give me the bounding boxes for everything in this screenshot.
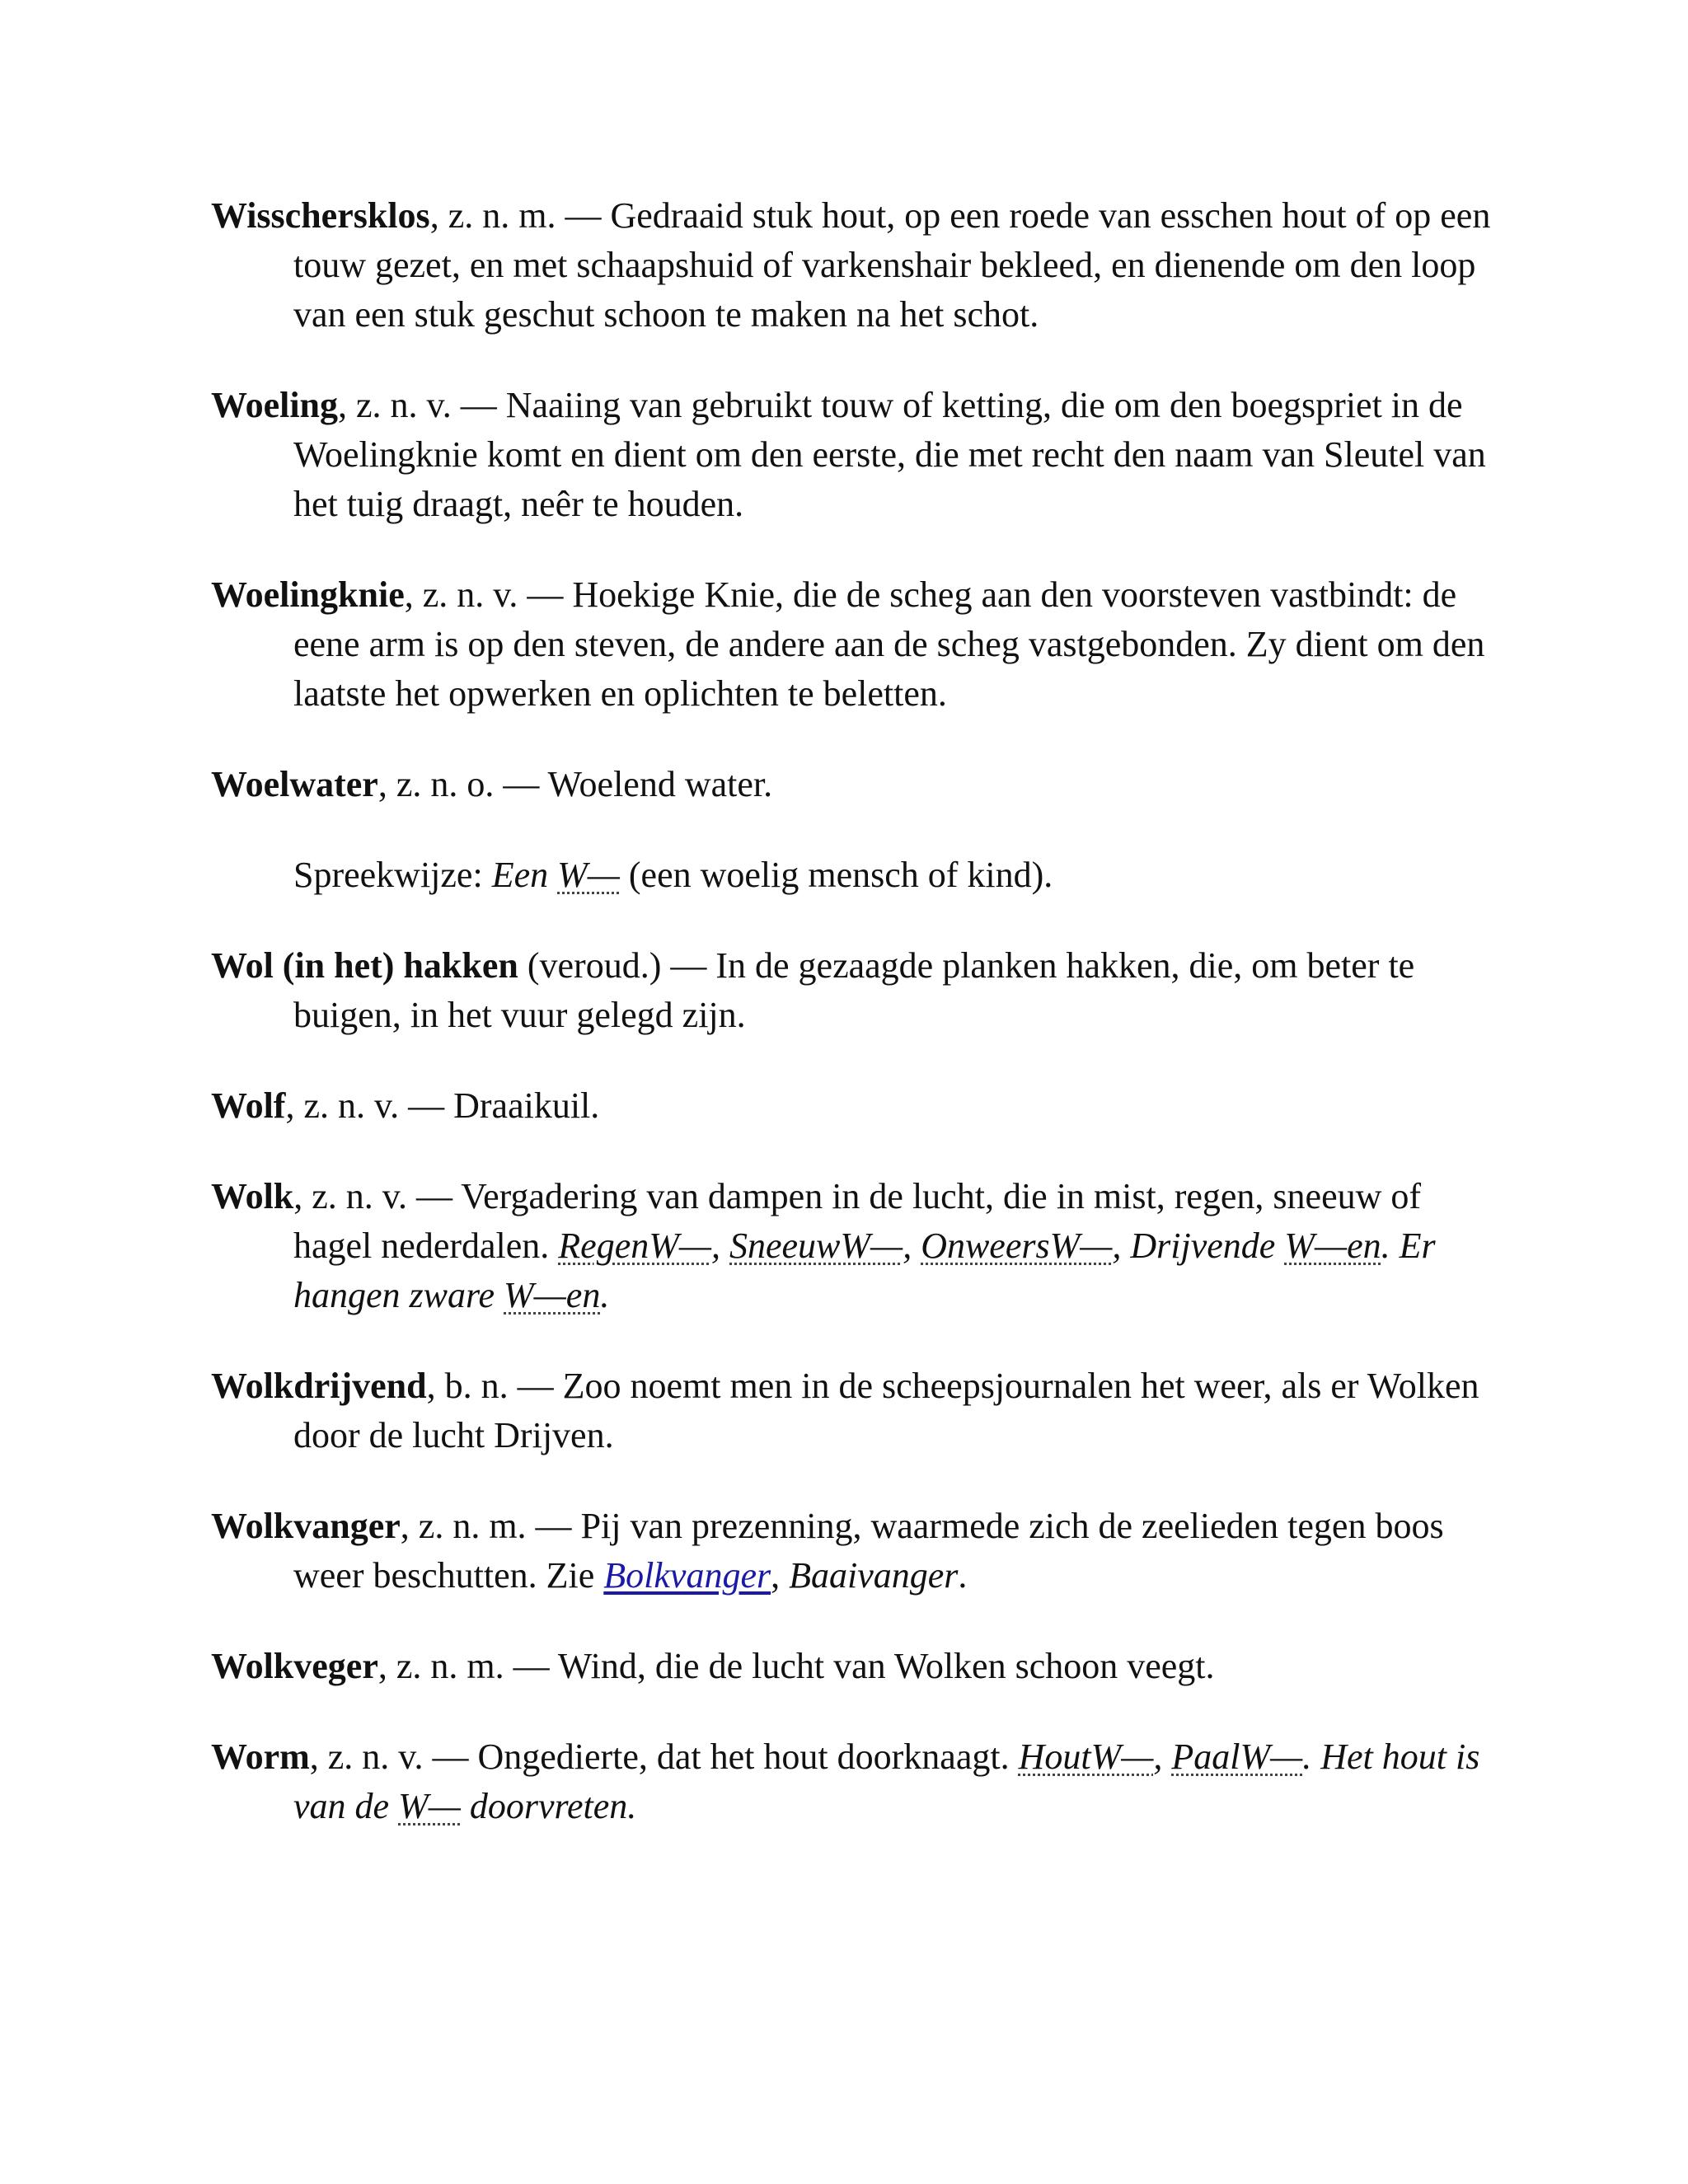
entry-wolkvanger	[211, 1502, 1497, 1601]
entry-wolk	[211, 1172, 1497, 1320]
definition: Naaiing van gebruikt touw of ketting, die om den boegspriet in de Woelingknie komt en dient om den eerste, die met recht den naam van Sleutel van het tuig draagt, neêr te houden.	[293, 385, 1486, 524]
grammar-info: , z. n. v. —	[338, 385, 506, 425]
entry-wolkdrijvend	[211, 1361, 1497, 1460]
headword: Wolkveger	[211, 1646, 378, 1686]
headword: Wolkvanger	[211, 1506, 401, 1546]
entry-woelwater	[211, 760, 1497, 809]
grammar-info: , z. n. v. —	[404, 574, 573, 615]
grammar-info: , z. n. v. —	[285, 1085, 454, 1126]
headword: Wolk	[211, 1176, 294, 1216]
headword: Wisschersklos	[211, 195, 430, 236]
definition: In de gezaagde planken hakken, die, om beter te buigen, in het vuur gelegd zijn.	[293, 945, 1415, 1035]
example-term: SneeuwW—	[729, 1226, 903, 1266]
definition: Woelend water.	[547, 764, 773, 804]
headword: Worm	[211, 1736, 310, 1777]
period: .	[958, 1555, 968, 1596]
entry-wisschersklos	[211, 191, 1497, 340]
example-text: doorvreten.	[460, 1786, 637, 1826]
example-term: OnweersW—	[921, 1226, 1113, 1266]
separator: .	[1302, 1736, 1312, 1777]
separator: ,	[711, 1226, 729, 1266]
entry-wolf	[211, 1081, 1497, 1131]
grammar-info: , z. n. m. —	[377, 1646, 558, 1686]
definition: Hoekige Knie, die de scheg aan den voorsteven vastbindt: de eene arm is op den steven, de andere aan de scheg vastgebonden. Zy dient om den laatste het opwerken en oplichten te beletten.	[293, 574, 1485, 714]
entry-woeling	[211, 381, 1497, 529]
example-text: .	[600, 1275, 610, 1315]
abbreviation: W—	[557, 855, 620, 895]
definition: Vergadering van dampen in de lucht, die in mist, regen, sneeuw of hagel nederdalen.	[293, 1176, 1422, 1266]
grammar-info: , z. n. o. —	[377, 764, 548, 804]
example-text: . Er hangen zware	[293, 1226, 1436, 1315]
definition: Pij van prezenning, waarmede zich de zeelieden tegen boos weer beschutten. Zie	[293, 1506, 1444, 1596]
entry-wolkveger	[211, 1642, 1497, 1691]
saying-label: Spreekwijze:	[293, 855, 492, 895]
see-also-term: Baaivanger	[789, 1555, 959, 1596]
example-term: W—en	[1284, 1226, 1381, 1266]
separator: ,	[1153, 1736, 1172, 1777]
entry-wol-hakken	[211, 941, 1497, 1040]
definition: Draaikuil.	[453, 1085, 600, 1126]
separator: ,	[903, 1226, 921, 1266]
example-term: W—en	[504, 1275, 601, 1315]
grammar-info: , z. n. v. —	[293, 1176, 462, 1216]
headword: Woelingknie	[211, 574, 405, 615]
example-text: Het hout is van de	[293, 1736, 1480, 1826]
separator: ,	[771, 1555, 790, 1596]
grammar-info: , b. n. —	[426, 1366, 563, 1406]
definition: Wind, die de lucht van Wolken schoon veegt.	[557, 1646, 1215, 1686]
example-term: HoutW—	[1018, 1736, 1154, 1777]
example-text: Drijvende	[1121, 1226, 1285, 1266]
headword: Wol (in het) hakken	[211, 945, 518, 986]
example-term: RegenW—	[558, 1226, 711, 1266]
definition: Zoo noemt men in de scheepsjournalen het weer, als er Wolken door de lucht Drijven.	[293, 1366, 1479, 1455]
example-term: W—	[398, 1786, 461, 1826]
separator: ,	[1112, 1226, 1122, 1266]
example-term: PaalW—	[1171, 1736, 1303, 1777]
entry-worm	[211, 1732, 1497, 1831]
headword: Woeling	[211, 385, 339, 425]
headword: Wolkdrijvend	[211, 1366, 427, 1406]
saying-italic: Een	[491, 855, 558, 895]
definition: Gedraaid stuk hout, op een roede van esschen hout of op een touw gezet, en met schaapshuid of varkenshair bekleed, en dienende om den loop van een stuk geschut schoon te maken na het schot.	[293, 195, 1491, 335]
saying-woelwater	[211, 851, 1497, 900]
entry-woelingknie	[211, 570, 1497, 719]
saying-rest: (een woelig mensch of kind).	[619, 855, 1053, 895]
grammar-info: , z. n. m. —	[429, 195, 611, 236]
headword: Wolf	[211, 1085, 286, 1126]
headword: Woelwater	[211, 764, 378, 804]
grammar-info: , z. n. m. —	[400, 1506, 581, 1546]
definition: Ongedierte, dat het hout doorknaagt.	[477, 1736, 1019, 1777]
grammar-info: (veroud.) —	[518, 945, 716, 986]
dictionary-page	[211, 191, 1497, 1872]
bolkvanger-link[interactable]: Bolkvanger	[603, 1555, 771, 1596]
grammar-info: , z. n. v. —	[309, 1736, 478, 1777]
